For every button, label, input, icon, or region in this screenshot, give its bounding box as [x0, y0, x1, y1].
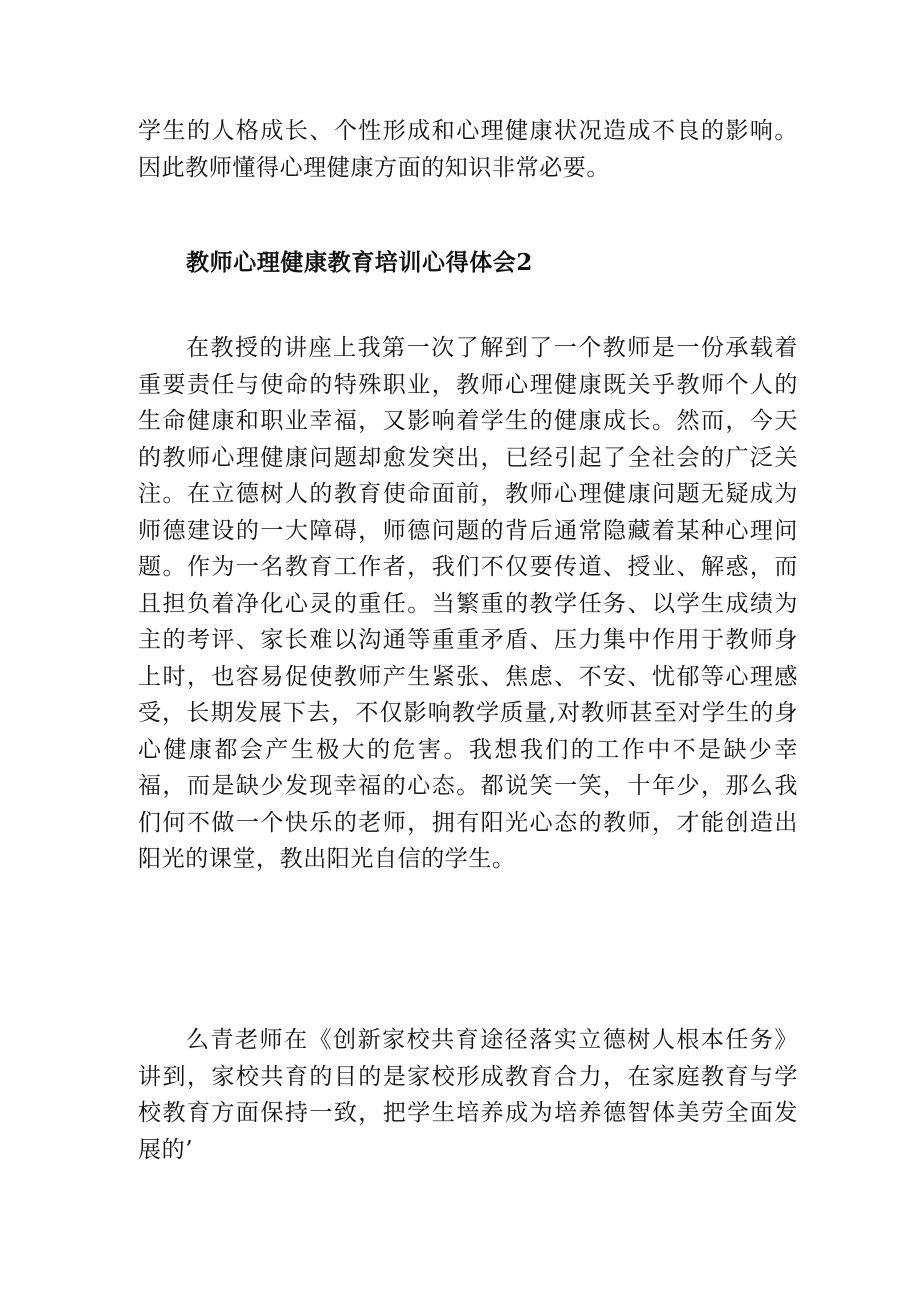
intro-paragraph: 学生的人格成长、个性形成和心理健康状况造成不良的影响。因此教师懂得心理健康方面的知识非常必要。 — [138, 118, 798, 181]
body-paragraph: 在教授的讲座上我第一次了解到了一个教师是一份承载着重要责任与使命的特殊职业，教师心理健康既关乎教师个人的生命健康和职业幸福，又影响着学生的健康成长。然而，今天的教师心理健康问题却愈发突出，已经引起了全社会的广泛关注。在立德树人的教育使命面前，教师心理健康问题无疑成为师德建设的一大障碍，师德问题的背后通常隐藏着某种心理问题。作为一名教育工作者，我们不仅要传道、授业、解惑，而且担负着净化心灵的重任。当繁重的教学任务、以学生成绩为主的考评、家长难以沟通等重重矛盾、压力集中作用于教师身上时，也容易促使教师产生紧张、焦虑、不安、忧郁等心理感受，长期发展下去，不仅影响教学质量,对教师甚至对学生的身心健康都会产生极大的危害。我想我们的工作中不是缺少幸福，而是缺少发现幸福的心态。都说笑一笑，十年少，那么我们何不做一个快乐的老师，拥有阳光心态的教师，才能创造出阳光的课堂，教出阳光自信的学生。 — [138, 335, 798, 872]
section-title: 教师心理健康教育培训心得体会2 — [186, 249, 534, 276]
next-paragraph: 么青老师在《创新家校共育途径落实立德树人根本任务》讲到，家校共育的目的是家校形成教育合力，在家庭教育与学校教育方面保持一致，把学生培养成为培养德智体美劳全面发展的’ — [138, 1027, 798, 1163]
